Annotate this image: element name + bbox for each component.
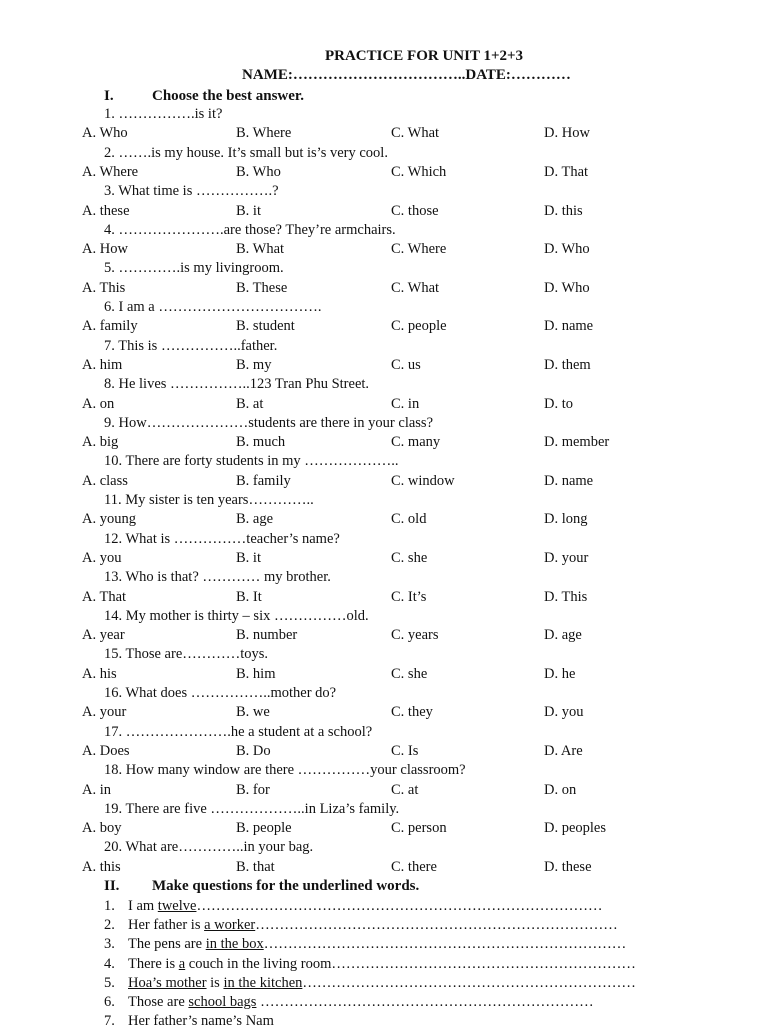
option-a: A. Where xyxy=(82,163,139,180)
option-a: A. This xyxy=(82,279,126,296)
answer-options xyxy=(82,202,762,220)
option-b: B. it xyxy=(236,202,261,219)
option-c: C. she xyxy=(391,549,428,566)
option-d: D. This xyxy=(544,588,588,605)
answer-blank: …………………………………………………………… xyxy=(256,994,594,1010)
question-text: 7. This is ……………..father. xyxy=(104,337,278,354)
question-text: 9. How…………………students are there in your class? xyxy=(104,414,434,431)
sentence-text: I am xyxy=(128,898,158,914)
answer-options xyxy=(82,588,762,606)
option-d: D. you xyxy=(544,704,584,721)
item-number: 5. xyxy=(104,974,115,991)
option-a: A. these xyxy=(82,202,130,219)
option-d: D. long xyxy=(544,511,588,528)
option-b: B. my xyxy=(236,356,272,373)
answer-options xyxy=(82,665,762,683)
question-text: 19. There are five ………………..in Liza’s family. xyxy=(104,800,400,817)
question-text: 12. What is ……………teacher’s name? xyxy=(104,530,340,547)
answer-options xyxy=(82,395,762,413)
question-text: 18. How many window are there ……………your classroom? xyxy=(104,762,466,779)
option-c: C. Is xyxy=(391,742,419,759)
option-c: C. It’s xyxy=(391,588,427,605)
option-c: C. old xyxy=(391,511,427,528)
option-b: B. These xyxy=(236,279,288,296)
section-1-heading xyxy=(104,87,304,105)
sentence-text: couch in the living room xyxy=(185,955,332,972)
underlined-words: a worker xyxy=(204,917,256,934)
answer-options xyxy=(82,626,762,644)
question-text: 13. Who is that? ………… my brother. xyxy=(104,569,331,586)
option-a: A. How xyxy=(82,241,128,258)
answer-options xyxy=(82,472,762,490)
option-a: A. him xyxy=(82,356,123,373)
answer-options xyxy=(82,356,762,374)
answer-options xyxy=(82,240,762,258)
option-a: A. class xyxy=(82,472,128,489)
option-a: A. year xyxy=(82,627,125,644)
option-a: A. family xyxy=(82,318,138,335)
option-c: C. they xyxy=(391,704,433,721)
make-question-item xyxy=(104,993,594,1011)
option-d: D. That xyxy=(544,163,589,180)
option-d: D. Who xyxy=(544,241,590,258)
option-c: C. at xyxy=(391,781,419,798)
option-b: B. number xyxy=(236,627,298,644)
answer-blank: ………………………………………………………………………… xyxy=(196,898,603,914)
make-question-item xyxy=(104,1012,274,1030)
item-number: 6. xyxy=(104,994,115,1010)
underlined-words: in the kitchen xyxy=(223,974,303,991)
option-b: B. it xyxy=(236,549,261,566)
option-c: C. us xyxy=(391,356,421,373)
section-1-number: I. xyxy=(104,88,114,104)
answer-options xyxy=(82,781,762,799)
section-2-heading xyxy=(104,877,419,895)
item-number: 7. xyxy=(104,1013,115,1030)
underlined-words: school bags xyxy=(188,994,257,1010)
option-a: A. Who xyxy=(82,125,128,142)
question-text: 5. ………….is my livingroom. xyxy=(104,260,284,277)
sentence-text: There is xyxy=(128,955,179,972)
answer-options xyxy=(82,549,762,567)
option-d: D. Are xyxy=(544,742,583,759)
answer-blank: ……………………………………………………… xyxy=(331,955,636,972)
sentence-text: Her father is xyxy=(128,917,205,934)
underlined-words: a xyxy=(178,955,186,972)
answer-options xyxy=(82,742,762,760)
option-c: C. years xyxy=(391,627,439,644)
item-number: 1. xyxy=(104,898,115,914)
answer-options xyxy=(82,433,762,451)
option-d: D. name xyxy=(544,318,594,335)
option-d: D. this xyxy=(544,202,583,219)
option-a: A. you xyxy=(82,549,122,566)
option-b: B. Who xyxy=(236,163,281,180)
option-d: D. age xyxy=(544,627,582,644)
sentence-text: Those are xyxy=(128,994,189,1010)
item-number: 3. xyxy=(104,936,115,953)
question-text: 11. My sister is ten years………….. xyxy=(104,492,314,508)
option-b: B. much xyxy=(236,434,286,451)
page-title: PRACTICE FOR UNIT 1+2+3 xyxy=(324,48,524,64)
option-d: D. your xyxy=(544,549,589,566)
option-b: B. What xyxy=(236,241,285,258)
question-text: 14. My mother is thirty – six ……………old. xyxy=(104,607,369,624)
answer-options xyxy=(82,510,762,528)
option-d: D. them xyxy=(544,356,591,373)
option-a: A. this xyxy=(82,858,121,875)
option-c: C. Which xyxy=(391,163,447,180)
question-text: 16. What does ……………..mother do? xyxy=(104,685,337,701)
section-1-title: Choose the best answer. xyxy=(152,88,304,104)
option-b: B. for xyxy=(236,781,270,798)
option-b: B. at xyxy=(236,395,264,412)
option-b: B. age xyxy=(236,511,274,528)
answer-options xyxy=(82,279,762,297)
section-2-number: II. xyxy=(104,878,120,894)
option-c: C. people xyxy=(391,318,447,335)
underlined-words: in the box xyxy=(205,936,264,953)
option-d: D. he xyxy=(544,665,576,682)
item-number: 2. xyxy=(104,917,115,934)
make-question-item xyxy=(104,916,618,934)
answer-options xyxy=(82,124,762,142)
option-b: B. we xyxy=(236,704,270,721)
option-d: D. these xyxy=(544,858,592,875)
make-question-item xyxy=(104,935,626,953)
question-text: 1. …………….is it? xyxy=(104,106,223,122)
make-question-item xyxy=(104,974,636,992)
question-text: 10. There are forty students in my ……………….. xyxy=(104,453,399,470)
question-text: 3. What time is …………….? xyxy=(104,183,279,200)
option-c: C. window xyxy=(391,472,455,489)
option-b: B. Where xyxy=(236,125,292,142)
make-question-item xyxy=(104,955,636,973)
section-2-title: Make questions for the underlined words. xyxy=(152,878,420,894)
answer-options xyxy=(82,163,762,181)
answer-blank: ………………………………………………………………… xyxy=(263,936,627,953)
option-b: B. Do xyxy=(236,742,271,759)
option-d: D. on xyxy=(544,781,577,798)
option-d: D. to xyxy=(544,395,573,412)
option-d: D. name xyxy=(544,472,594,489)
option-d: D. peoples xyxy=(544,820,607,837)
option-b: B. him xyxy=(236,665,276,682)
sentence-text: Her father’s name’s Nam xyxy=(128,1013,274,1030)
option-a: A. boy xyxy=(82,820,122,837)
answer-options xyxy=(82,858,762,876)
option-c: C. in xyxy=(391,395,420,412)
question-text: 15. Those are…………toys. xyxy=(104,646,269,663)
option-d: D. Who xyxy=(544,279,590,296)
option-c: C. many xyxy=(391,434,441,451)
answer-options xyxy=(82,703,762,721)
option-a: A. in xyxy=(82,781,111,798)
answer-blank: …………………………………………………………… xyxy=(302,974,636,991)
option-b: B. student xyxy=(236,318,295,335)
item-number: 4. xyxy=(104,955,115,972)
option-a: A. his xyxy=(82,665,117,682)
option-d: D. How xyxy=(544,125,590,142)
option-c: C. she xyxy=(391,665,428,682)
question-text: 2. …….is my house. It’s small but is’s very cool. xyxy=(104,144,388,161)
option-b: B. people xyxy=(236,820,292,837)
option-c: C. What xyxy=(391,125,440,142)
option-c: C. those xyxy=(391,202,439,219)
sentence-text: is xyxy=(206,974,224,991)
underlined-words: Hoa’s mother xyxy=(128,974,207,991)
underlined-words: twelve xyxy=(157,898,197,914)
option-a: A. young xyxy=(82,511,136,528)
option-a: A. your xyxy=(82,704,127,721)
question-text: 20. What are…………..in your bag. xyxy=(104,839,314,856)
answer-options xyxy=(82,819,762,837)
option-a: A. big xyxy=(82,434,119,451)
option-a: A. Does xyxy=(82,742,130,759)
question-text: 8. He lives ……………..123 Tran Phu Street. xyxy=(104,376,370,393)
option-b: B. It xyxy=(236,588,262,605)
question-text: 6. I am a ……………………………. xyxy=(104,299,322,315)
make-question-item xyxy=(104,897,602,915)
option-b: B. that xyxy=(236,858,275,875)
option-c: C. Where xyxy=(391,241,447,258)
option-a: A. That xyxy=(82,588,127,605)
name-date-line: NAME:……………………………..DATE:………… xyxy=(242,67,571,83)
option-c: C. there xyxy=(391,858,437,875)
sentence-text: The pens are xyxy=(128,936,206,953)
option-b: B. family xyxy=(236,472,291,489)
option-d: D. member xyxy=(544,434,610,451)
option-a: A. on xyxy=(82,395,115,412)
answer-blank: ………………………………………………………………… xyxy=(255,917,618,934)
question-text: 4. ………………….are those? They’re armchairs. xyxy=(104,221,396,238)
question-text: 17. ………………….he a student at a school? xyxy=(104,723,373,740)
option-c: C. What xyxy=(391,279,440,296)
option-c: C. person xyxy=(391,820,447,837)
answer-options xyxy=(82,317,762,335)
